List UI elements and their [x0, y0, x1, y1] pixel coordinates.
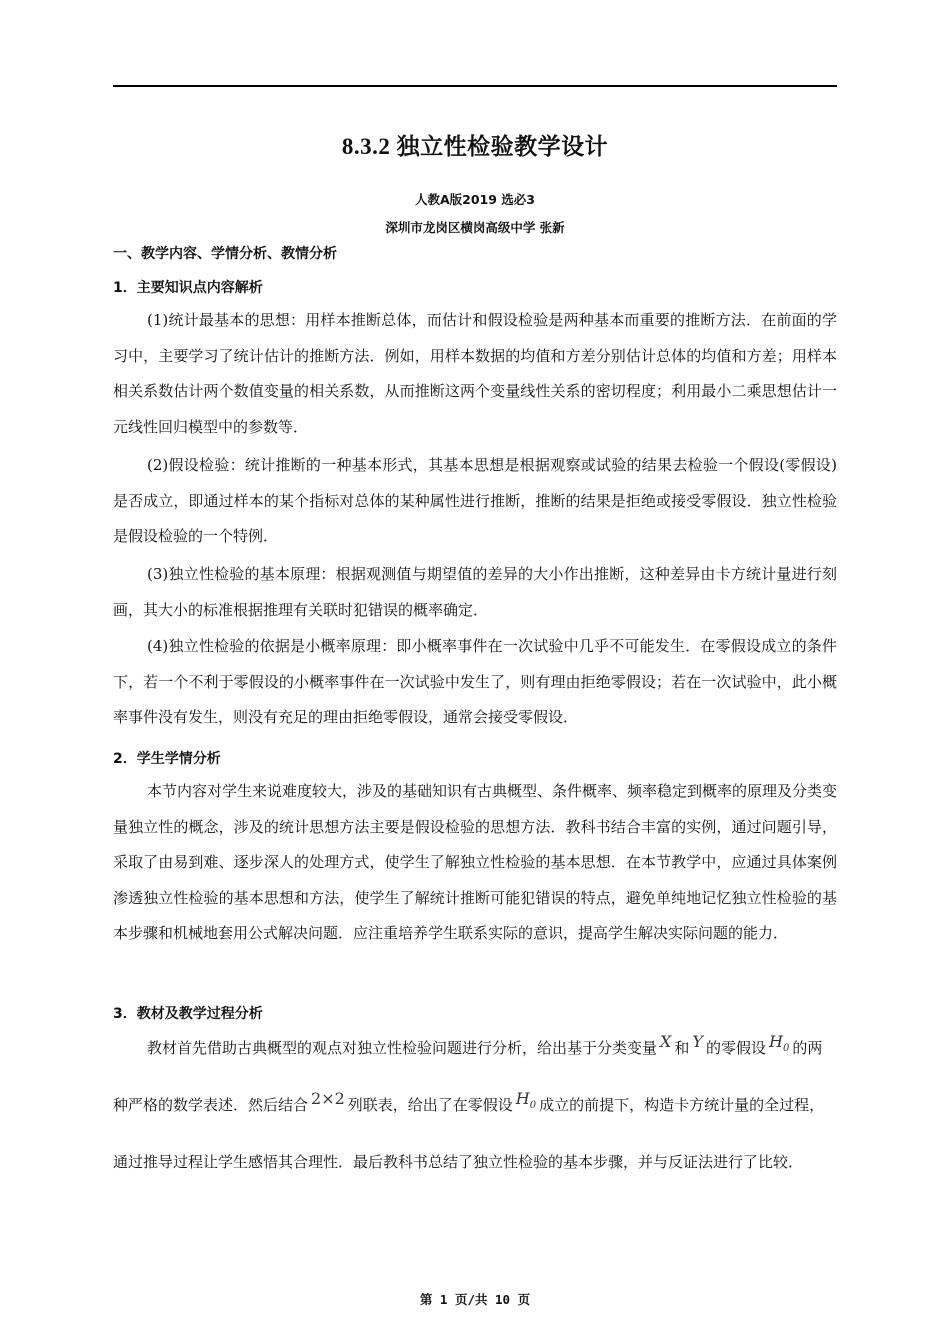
text-run: 和: [674, 1039, 690, 1057]
page-title: 8.3.2 独立性检验教学设计: [341, 134, 609, 159]
null-hypothesis-symbol: [515, 1089, 537, 1112]
text-run: 列联表，给出了在零假设: [347, 1096, 513, 1115]
variable-y: Y: [692, 1032, 703, 1051]
paragraph-3: (3)独立性检验的基本原理：根据观测值与期望值的差异的大小作出推断，这种差异由卡方统计量进行刻画，其大小的标准根据推理有关联时犯错误的概率确定．: [113, 565, 837, 619]
section-heading: 一、教学内容、学情分析、教情分析: [113, 246, 337, 262]
variable-x: X: [660, 1032, 672, 1051]
header-rule: [113, 85, 837, 87]
symbol-h: H: [769, 1032, 783, 1051]
paragraph-1: (1)统计最基本的思想：用样本推断总体，而估计和假设检验是两种基本而重要的推断方法．在前面的学习中，主要学习了统计估计的推断方法．例如，用样本数据的均值和方差分别估计总体的均值和方差；用样本相关系数估计两个数值变量的相关系数，从而推断这两个变量线性关系的密切程度；利用最小二乘思想估计一元线性回归模型中的参数等．: [113, 311, 837, 436]
text-run: 的两种严格的数学表述．然后结合: [113, 1039, 823, 1115]
subsection-heading-1: 1．主要知识点内容解析: [113, 280, 263, 296]
text-run: 的零假设: [705, 1039, 766, 1057]
null-hypothesis-symbol: [769, 1032, 790, 1055]
paragraph-6: [113, 1023, 837, 1187]
paragraph-5: 本节内容对学生来说难度较大，涉及的基础知识有古典概型、条件概率、频率稳定到概率的原理及分类变量独立性的概念，涉及的统计思想方法主要是假设检验的思想方法．教科书结合丰富的实例，通过问题引导，采取了由易到难、逐步深人的处理方式，使学生了解独立性检验的基本思想．在本节教学中，应通过具体案例渗透独立性检验的基本思想和方法，使学生了解统计推断可能犯错误的特点，避免单纯地记忆独立性检验的基本步骤和机械地套用公式解决问题．应注重培养学生联系实际的意识，提高学生解决实际问题的能力．: [113, 782, 838, 942]
text-run: 成立的前提下，构造卡方统计量的全过程，通过推导过程让学生感悟其合理性．最后教科书总结了独立性检验的基本步骤，并与反证法进行了比较．: [113, 1096, 825, 1172]
paragraph-4: (4)独立性检验的依据是小概率原理：即小概率事件在一次试验中几乎不可能发生．在零假设成立的条件下，若一个不利于零假设的小概率事件在一次试验中发生了，则有理由拒绝零假设；若在一次试验中，此小概率事件没有发生，则没有充足的理由拒绝零假设，通常会接受零假设．: [113, 637, 837, 726]
symbol-h: H: [515, 1089, 530, 1109]
subsection-heading-2: 2．学生学情分析: [113, 751, 221, 767]
text-run: 教材首先借助古典概型的观点对独立性检验问题进行分析，给出基于分类变量: [147, 1039, 658, 1057]
subsection-heading-3: 3．教材及教学过程分析: [113, 1006, 263, 1022]
table-dimension: 2×2: [311, 1089, 345, 1109]
paragraph-2: (2)假设检验：统计推断的一种基本形式，其基本思想是根据观察或试验的结果去检验一个假设(零假设)是否成立，即通过样本的某个指标对总体的某种属性进行推断，推断的结果是拒绝或接受零假设．独立性检验是假设检验的一个特例．: [113, 456, 837, 545]
symbol-subscript: 0: [529, 1100, 537, 1112]
author-line: 深圳市龙岗区横岗高级中学 张新: [385, 220, 565, 235]
symbol-subscript: 0: [782, 1043, 790, 1055]
page-footer: 第 1 页/共 10 页: [419, 1292, 531, 1307]
edition-line: 人教A版2019 选必3: [414, 192, 535, 207]
